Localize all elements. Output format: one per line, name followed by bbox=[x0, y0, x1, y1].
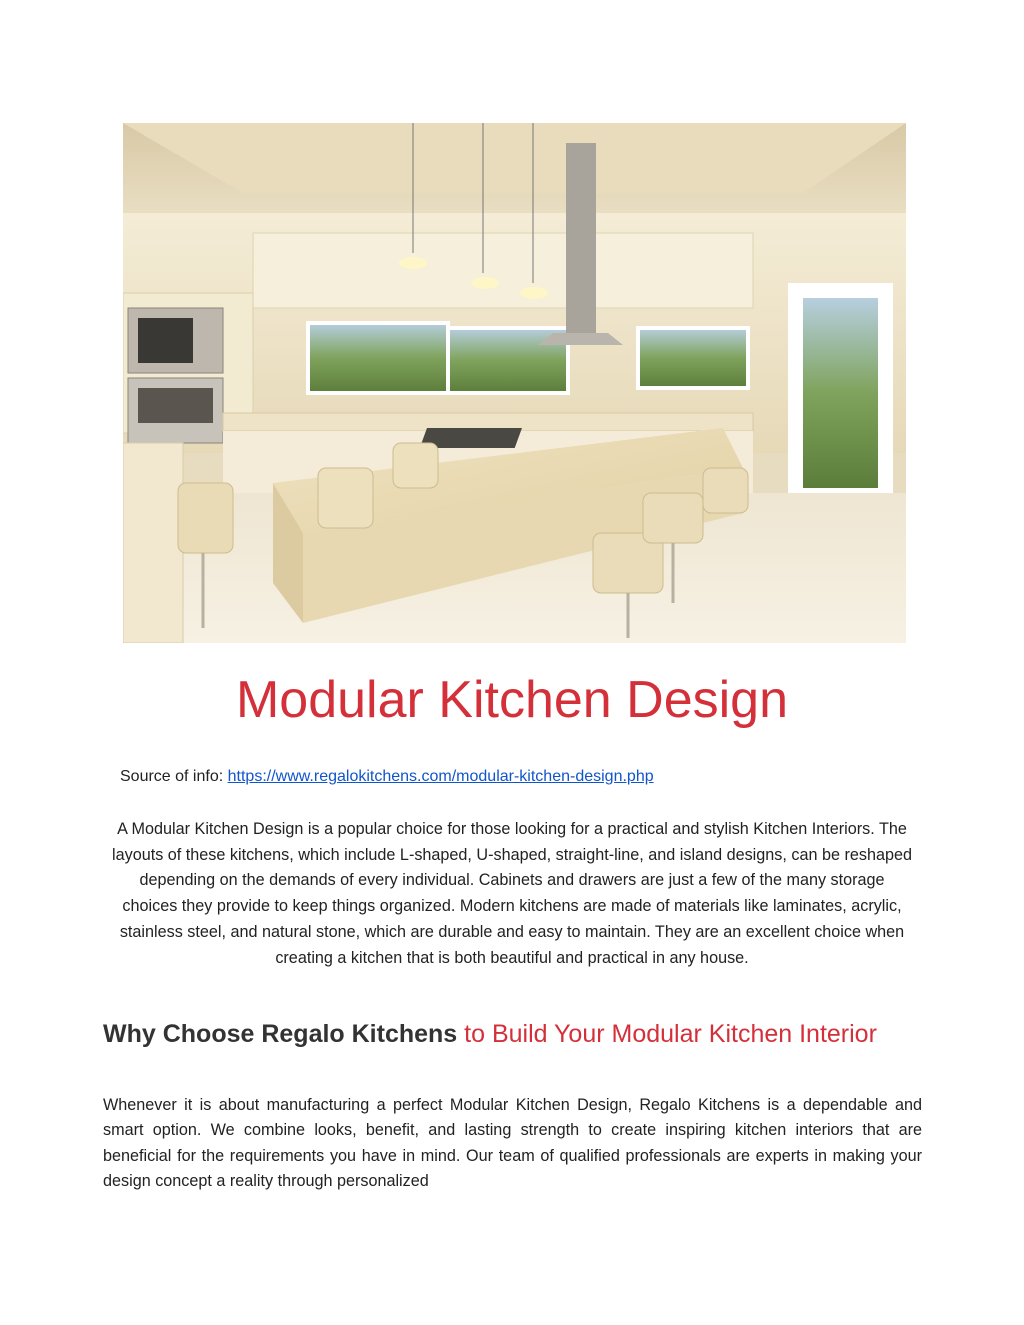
page-title: Modular Kitchen Design bbox=[235, 671, 789, 729]
source-link[interactable]: https://www.regalokitchens.com/modular-kitchen-design.php bbox=[227, 768, 654, 785]
intro-paragraph: A Modular Kitchen Design is a popular choice for those looking for a practical and stylish Kitchen Interiors. The layouts of these kitchens, which include L-shaped, U-shaped, straight-line, and island designs, can be reshaped depending on the demands of every individual. Cabinets and drawers are just a few of the many storage choices they provide to keep things organized. Modern kitchens are made of materials like laminates, acrylic, stainless steel, and natural stone, which are durable and easy to maintain. They are an excellent choice when creating a kitchen that is both beautiful and practical in any house. bbox=[112, 820, 912, 967]
kitchen-photo-illustration bbox=[123, 123, 906, 643]
section-paragraph: Whenever it is about manufacturing a perfect Modular Kitchen Design, Regalo Kitchens is a dependable and smart option. We combine looks, benefit, and lasting strength to create inspiring kitchen interiors that are beneficial for the requirements you have in mind. Our team of qualified professionals are experts in making your design concept a reality through personalized bbox=[103, 1096, 922, 1190]
source-line bbox=[120, 768, 654, 786]
section-heading bbox=[103, 1015, 913, 1053]
section-heading-brand: Why Choose Regalo Kitchens bbox=[103, 1020, 458, 1048]
source-label: Source of info: bbox=[120, 768, 224, 785]
section-heading-rest: to Build Your Modular Kitchen Interior bbox=[464, 1020, 877, 1048]
kitchen-photo bbox=[123, 123, 906, 643]
